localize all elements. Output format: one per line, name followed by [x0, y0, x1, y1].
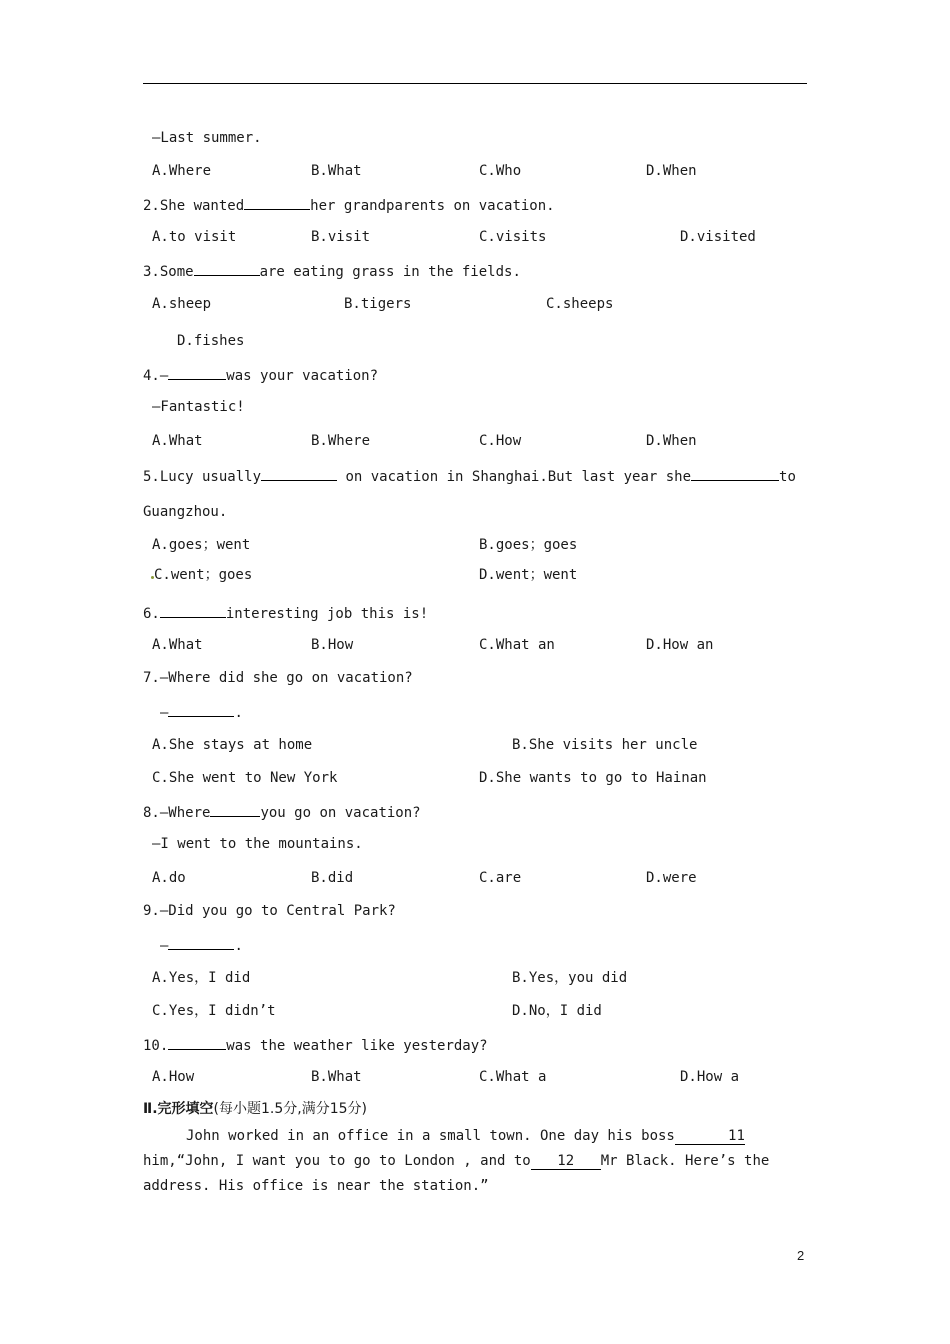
passage-line-2: him,“John, I want you to go to London , and to 12 Mr Black. Here’s the: [143, 1153, 770, 1169]
blank: [691, 466, 779, 481]
answer-line: — .: [160, 702, 243, 722]
question-6: 6. interesting job this is!: [143, 603, 428, 623]
option-c: C.Who: [479, 163, 522, 179]
option-a: A.to visit: [152, 229, 237, 245]
option-c: C.How: [479, 433, 522, 449]
passage-line-3: address. His office is near the station.”: [143, 1178, 489, 1194]
option-c: C.What an: [479, 637, 555, 653]
option-c: C.went；goes: [154, 567, 253, 583]
option-b: B.Where: [311, 433, 371, 449]
option-d: D.How a: [680, 1069, 740, 1085]
option-d: D.visited: [680, 229, 756, 245]
answer-line: —Fantastic!: [152, 399, 245, 415]
option-c: C.She went to New York: [152, 770, 338, 786]
option-a: A.sheep: [152, 296, 212, 312]
option-b: B.Yes，you did: [512, 970, 628, 986]
header-rule: [143, 83, 807, 84]
question-3: 3.Some are eating grass in the fields.: [143, 261, 521, 281]
answer-line: — .: [160, 935, 243, 955]
option-a: A.do: [152, 870, 186, 886]
blank: [168, 1035, 226, 1050]
option-d: D.No，I did: [512, 1003, 602, 1019]
question-9: 9.—Did you go to Central Park?: [143, 903, 396, 919]
option-d: D.When: [646, 163, 697, 179]
option-a: A.What: [152, 637, 203, 653]
option-c: C.What a: [479, 1069, 547, 1085]
option-a: A.She stays at home: [152, 737, 313, 753]
option-c: C.are: [479, 870, 522, 886]
blank: [160, 603, 226, 618]
question-5: 5.Lucy usually on vacation in Shanghai.But last year she to: [143, 466, 807, 486]
option-b: B.did: [311, 870, 354, 886]
question-8: 8.—Where you go on vacation?: [143, 802, 421, 822]
answer-line: —I went to the mountains.: [152, 836, 363, 852]
blank-11: 11: [675, 1129, 745, 1145]
option-d: D.When: [646, 433, 697, 449]
option-a: A.Where: [152, 163, 212, 179]
option-d: D.went；went: [479, 567, 578, 583]
passage-line-1: John worked in an office in a small town. One day his boss 11: [186, 1128, 745, 1144]
page-number: 2: [797, 1248, 805, 1263]
blank: [168, 702, 234, 717]
blank: [261, 466, 337, 481]
option-b: B.What: [311, 1069, 362, 1085]
option-a: A.Yes，I did: [152, 970, 251, 986]
option-a: A.goes；went: [152, 537, 251, 553]
option-c: C.Yes，I didn’t: [152, 1003, 276, 1019]
option-b: B.tigers: [344, 296, 412, 312]
answer-line: —Last summer.: [152, 130, 262, 146]
question-2: 2.She wanted her grandparents on vacation.: [143, 195, 555, 215]
blank: [168, 935, 234, 950]
question-5-continued: Guangzhou.: [143, 504, 228, 520]
blank-12: 12: [531, 1154, 601, 1170]
option-c: C.sheeps: [546, 296, 614, 312]
option-d: D.fishes: [177, 333, 245, 349]
option-a: A.What: [152, 433, 203, 449]
blank: [194, 261, 260, 276]
question-10: 10. was the weather like yesterday?: [143, 1035, 488, 1055]
option-a: A.How: [152, 1069, 195, 1085]
option-d: D.were: [646, 870, 697, 886]
option-b: B.goes；goes: [479, 537, 578, 553]
section-heading: Ⅱ.完形填空(每小题1.5分,满分15分): [143, 1101, 367, 1117]
option-d: D.How an: [646, 637, 714, 653]
question-4: 4.— was your vacation?: [143, 365, 378, 385]
option-b: B.visit: [311, 229, 371, 245]
option-d: D.She wants to go to Hainan: [479, 770, 707, 786]
option-c: C.visits: [479, 229, 547, 245]
option-b: B.What: [311, 163, 362, 179]
question-7: 7.—Where did she go on vacation?: [143, 670, 413, 686]
option-b: B.How: [311, 637, 354, 653]
blank: [210, 802, 260, 817]
option-b: B.She visits her uncle: [512, 737, 698, 753]
blank: [168, 365, 226, 380]
blank: [244, 195, 310, 210]
